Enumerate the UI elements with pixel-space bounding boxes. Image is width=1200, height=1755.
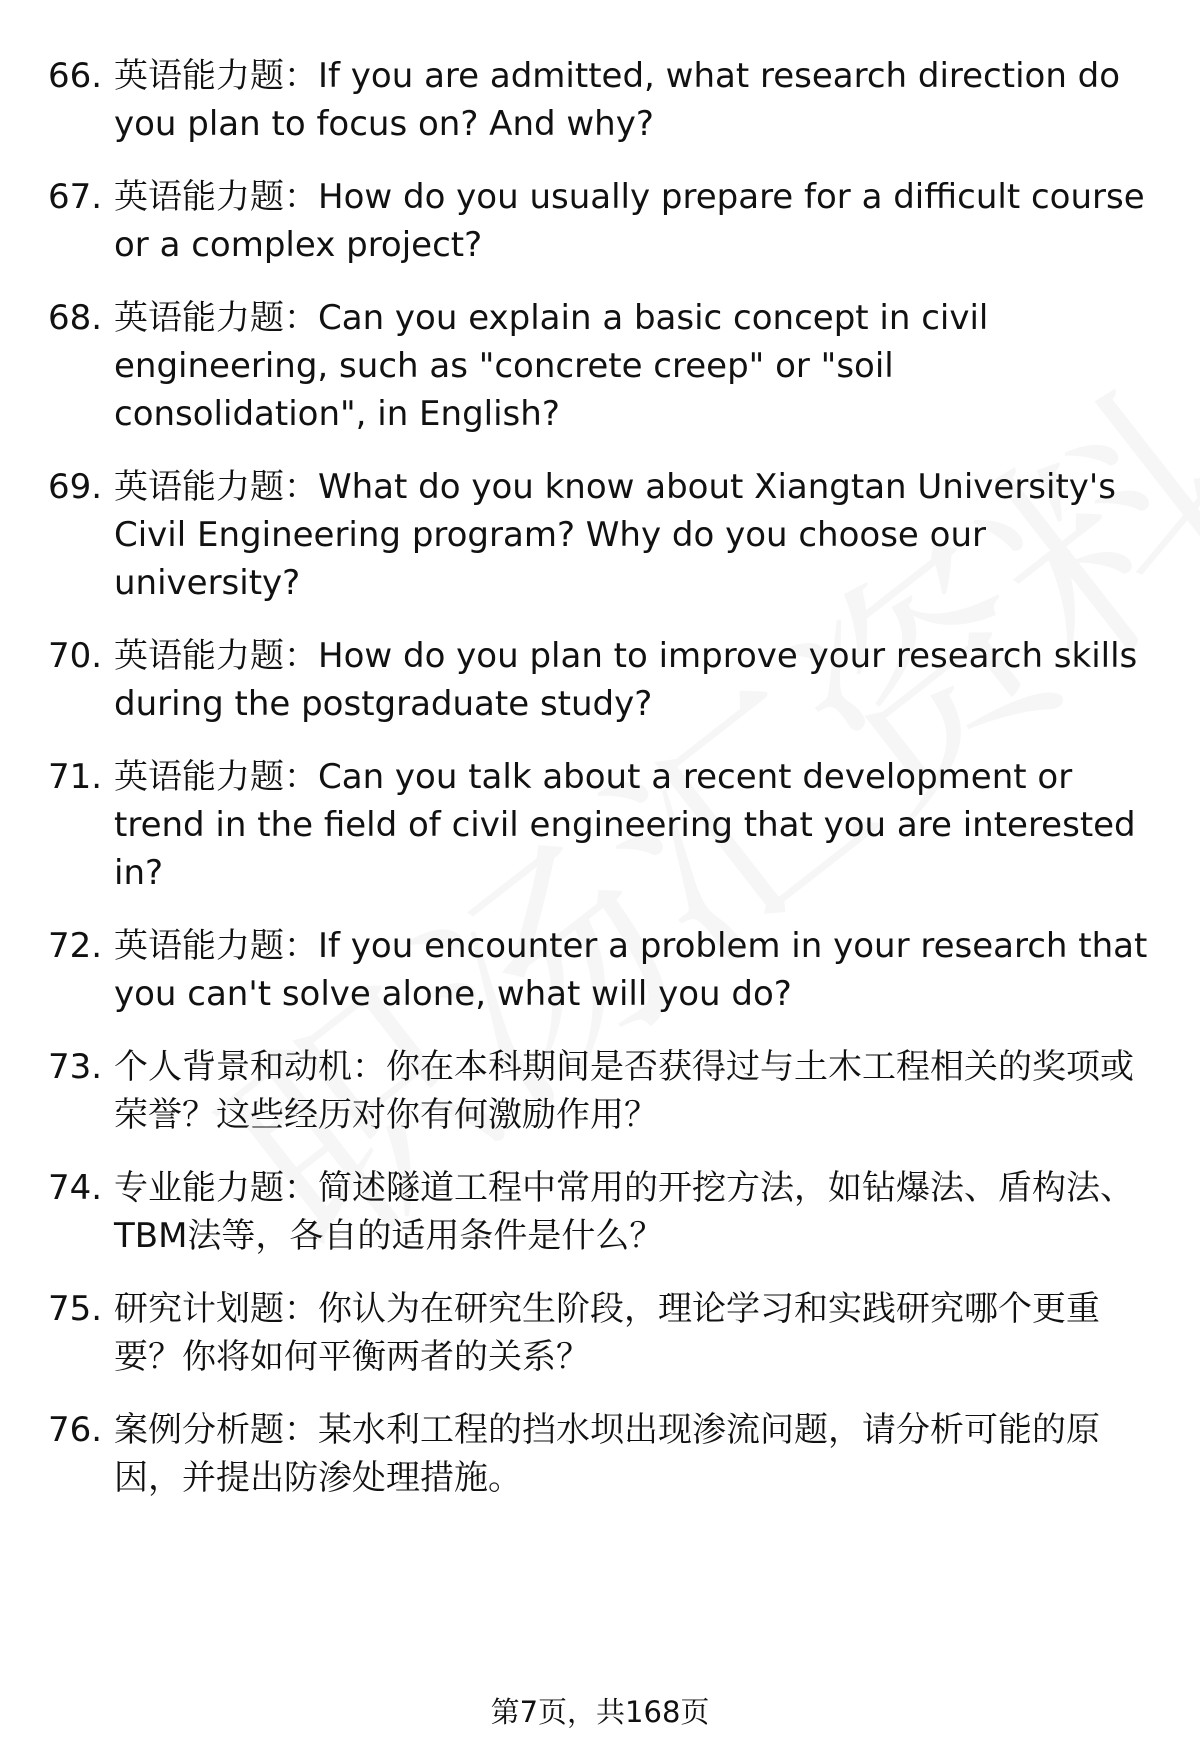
question-text: 专业能力题：简述隧道工程中常用的开挖方法，如钻爆法、盾构法、TBM法等，各自的适用条件是什么？ — [114, 1168, 1134, 1256]
question-item — [48, 52, 1158, 148]
question-text: 英语能力题：How do you plan to improve your research skills during the postgraduate study? — [114, 636, 1138, 724]
question-text: 英语能力题：What do you know about Xiangtan University's Civil Engineering program? Why do you choose our university? — [114, 467, 1116, 603]
question-item — [48, 753, 1158, 897]
question-number: 67. — [48, 177, 103, 217]
question-text: 英语能力题：How do you usually prepare for a difficult course or a complex project? — [114, 177, 1145, 265]
question-text: 英语能力题：Can you explain a basic concept in civil engineering, such as "concrete creep" or "soil consolidation", in English? — [114, 298, 989, 434]
question-number: 71. — [48, 757, 103, 797]
question-item — [48, 294, 1158, 438]
question-item — [48, 1406, 1158, 1502]
question-list — [48, 52, 1158, 1527]
question-item — [48, 1043, 1158, 1139]
question-text: 英语能力题：If you encounter a problem in your research that you can't solve alone, what will you do? — [114, 926, 1148, 1014]
question-number: 68. — [48, 298, 103, 338]
question-item — [48, 922, 1158, 1018]
question-number: 76. — [48, 1410, 103, 1450]
question-item — [48, 173, 1158, 269]
question-item — [48, 463, 1158, 607]
question-number: 66. — [48, 56, 103, 96]
question-text: 案例分析题：某水利工程的挡水坝出现渗流问题，请分析可能的原因，并提出防渗处理措施。 — [114, 1410, 1100, 1498]
question-number: 74. — [48, 1168, 103, 1208]
page-number-footer: 第7页，共168页 — [490, 1695, 710, 1729]
question-item — [48, 1164, 1158, 1260]
question-text: 研究计划题：你认为在研究生阶段，理论学习和实践研究哪个更重要？你将如何平衡两者的关系？ — [114, 1289, 1100, 1377]
question-number: 70. — [48, 636, 103, 676]
question-text: 英语能力题：Can you talk about a recent development or trend in the field of civil engineering that you are interested in? — [114, 757, 1136, 893]
question-item — [48, 1285, 1158, 1381]
question-number: 75. — [48, 1289, 103, 1329]
question-number: 72. — [48, 926, 103, 966]
question-text: 个人背景和动机：你在本科期间是否获得过与土木工程相关的奖项或荣誉？这些经历对你有何激励作用？ — [114, 1047, 1134, 1135]
question-item — [48, 632, 1158, 728]
question-number: 69. — [48, 467, 103, 507]
question-text: 英语能力题：If you are admitted, what research direction do you plan to focus on? And why? — [114, 56, 1121, 144]
question-number: 73. — [48, 1047, 103, 1087]
